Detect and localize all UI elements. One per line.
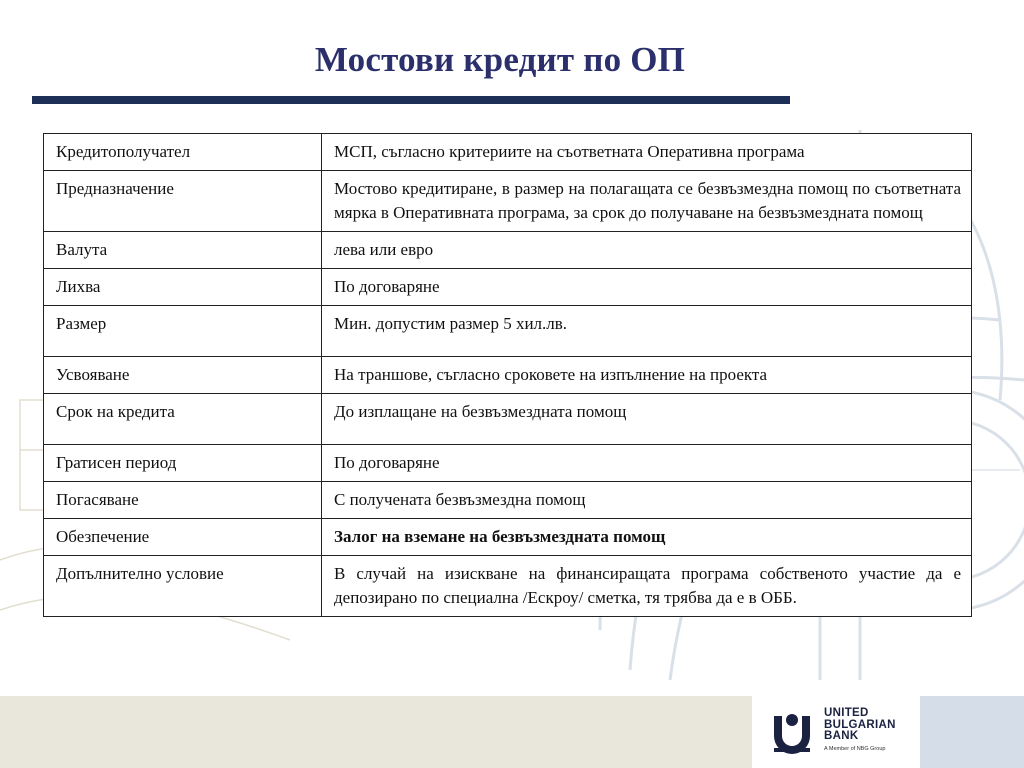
table-row <box>44 445 972 482</box>
row-value: В случай на изискване на финансиращата програма собственото участие да е депозирано по специална /Ескроу/ сметка, тя трябва да е в ОББ. <box>322 556 972 617</box>
loan-terms-table <box>43 133 972 617</box>
row-label: Гратисен период <box>44 445 322 482</box>
table-row <box>44 482 972 519</box>
row-label: Кредитополучател <box>44 134 322 171</box>
table-row <box>44 269 972 306</box>
logo-line-2: BULGARIAN <box>824 718 896 731</box>
row-label: Обезпечение <box>44 519 322 556</box>
row-value: лева или евро <box>322 232 972 269</box>
row-value: Залог на вземане на безвъзмездната помощ <box>322 519 972 556</box>
logo-line-3: BANK <box>824 730 859 742</box>
title-underline-bar <box>32 96 790 104</box>
row-value: До изплащане на безвъзмездната помощ <box>322 394 972 445</box>
logo-subtitle: A Member of NBG Group <box>824 746 886 752</box>
row-label: Лихва <box>44 269 322 306</box>
table-row <box>44 519 972 556</box>
row-value: МСП, съгласно критериите на съответната Оперативна програма <box>322 134 972 171</box>
row-label: Срок на кредита <box>44 394 322 445</box>
footer-band-left <box>0 696 752 768</box>
row-label: Валута <box>44 232 322 269</box>
row-value: На траншове, съгласно сроковете на изпълнение на проекта <box>322 357 972 394</box>
table-row <box>44 134 972 171</box>
slide-title: Мостови кредит по ОП <box>314 40 686 79</box>
table-row <box>44 232 972 269</box>
ubb-logo-icon <box>770 706 814 756</box>
row-label: Размер <box>44 306 322 357</box>
footer-band-right <box>920 696 1024 768</box>
row-label: Усвояване <box>44 357 322 394</box>
row-label: Погасяване <box>44 482 322 519</box>
table-row <box>44 171 972 232</box>
row-label: Допълнително условие <box>44 556 322 617</box>
row-value: Мин. допустим размер 5 хил.лв. <box>322 306 972 357</box>
row-value: По договаряне <box>322 269 972 306</box>
logo-line-1: UNITED <box>824 707 869 719</box>
table-row <box>44 394 972 445</box>
row-value: С получената безвъзмездна помощ <box>322 482 972 519</box>
row-label: Предназначение <box>44 171 322 232</box>
table-row <box>44 357 972 394</box>
row-value: Мостово кредитиране, в размер на полагащата се безвъзмездна помощ по съответната мярка в Оперативната програма, за срок до получаване на безвъзмездната помощ <box>322 171 972 232</box>
table-row <box>44 306 972 357</box>
ubb-logo-text <box>824 708 896 743</box>
table-row <box>44 556 972 617</box>
row-value: По договаряне <box>322 445 972 482</box>
